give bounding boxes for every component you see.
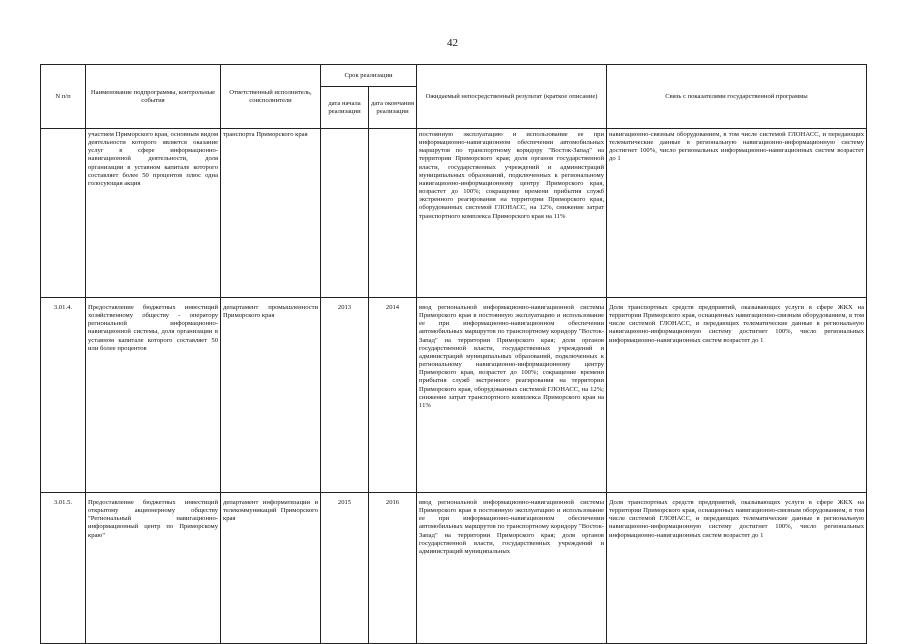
row-name: участием Приморского края, основным видом деятельности которого является оказание услуг в сфере информационно-навигационной деятельности, доля организации в уставном капитале которого составляет более 50 процентов плюс одна голосующая акция: [86, 129, 221, 298]
header-start: дата начала реализации: [321, 87, 369, 129]
row-link: Доля транспортных средств предприятий, оказывающих услуги в сфере ЖКХ на территории Приморского края, оснащенных навигационно-связным оборудованием, в том числе системой ГЛОНАСС, и передающих телематические данные в региональную навигационно-информационную систему достигнет 100%, число региональных информационно-навигационных систем возрастет до 1: [607, 493, 867, 644]
row-executor: департамент информатизации и телекоммуникаций Приморского края: [221, 493, 321, 644]
header-executor: Ответственный исполнитель, соисполнители: [221, 65, 321, 129]
header-link: Связь с показателями государственной программы: [607, 65, 867, 129]
row-num: 3.01.4.: [41, 298, 86, 493]
row-end: 2016: [369, 493, 417, 644]
row-name: Предоставление бюджетных инвестиций открытому акционерному обществу "Региональный навигационно-информационный центр по Приморскому краю": [86, 493, 221, 644]
row-result: постоянную эксплуатацию и использование ее при информационно-навигационном обеспечении автомобильных маршрутов по транспортному коридору "Восток-Запад" на территории Приморского края; доля органов государственной власти, государственных учреждений и администраций муниципальных образований, подключенных к региональному навигационно-информационному центру Приморского края, возрастет до 100%; сокращение времени прибытия служб экстренного реагирования на территории Приморского края, оборудованных системой ГЛОНАСС, на 12%, снижение затрат транспортного комплекса Приморского края на 11%: [417, 129, 607, 298]
program-table: [40, 64, 867, 644]
page-number: 42: [447, 37, 458, 49]
header-name: Наименование подпрограммы, контрольные события: [86, 65, 221, 129]
row-executor: транспорта Приморского края: [221, 129, 321, 298]
row-result: ввод региональной информационно-навигационной системы Приморского края в постоянную эксплуатацию и использование ее при информационно-навигационном обеспечении автомобильных маршрутов по транспортному коридору "Восток-Запад" на территории Приморского края; доля органов государственной власти, государственных учреждений и администраций муниципальных образований, подключенных к региональному навигационно-информационному центру Приморского края, возрастет до 100%; сокращение времени прибытия служб экстренного реагирования на территории Приморского края, оборудованных системой ГЛОНАСС, на 12%; снижение затрат транспортного комплекса Приморского края на 11%: [417, 298, 607, 493]
row-link: Доля транспортных средств предприятий, оказывающих услуги в сфере ЖКХ на территории Приморского края, оснащенных навигационно-связным оборудованием, в том числе системой ГЛОНАСС, и передающих телематические данные в региональную навигационно-информационную систему достигнет 100%, число региональных информационно-навигационных систем возрастет до 1: [607, 298, 867, 493]
row-result: ввод региональной информационно-навигационной системы Приморского края в постоянную эксплуатацию и использование ее при информационно-навигационном обеспечении автомобильных маршрутов по транспортному коридору "Восток-Запад" на территории Приморского края; доля органов государственной власти, государственных учреждений и администраций муниципальных: [417, 493, 607, 644]
table-row: [41, 129, 867, 298]
table-row: [41, 493, 867, 644]
row-executor: департамент промышленности Приморского края: [221, 298, 321, 493]
row-end: 2014: [369, 298, 417, 493]
row-start: [321, 129, 369, 298]
header-num: N п/п: [41, 65, 86, 129]
table-row: [41, 298, 867, 493]
row-end: [369, 129, 417, 298]
row-num: [41, 129, 86, 298]
row-name: Предоставление бюджетных инвестиций хозяйственному обществу - оператору региональной информационно-навигационной системы, доля организации в уставном капитале которого составляет 50 или более процентов: [86, 298, 221, 493]
row-link: навигационно-связным оборудованием, в том числе системой ГЛОНАСС, и передающих телематические данные в региональную навигационно-информационную систему достигнет 100%, число региональных информационно-навигационных систем возрастет до 1: [607, 129, 867, 298]
header-period: Срок реализации: [321, 65, 417, 87]
row-num: 3.01.5.: [41, 493, 86, 644]
header-end: дата окончания реализации: [369, 87, 417, 129]
header-result: Ожидаемый непосредственный результат (краткое описание): [417, 65, 607, 129]
row-start: 2013: [321, 298, 369, 493]
row-start: 2015: [321, 493, 369, 644]
